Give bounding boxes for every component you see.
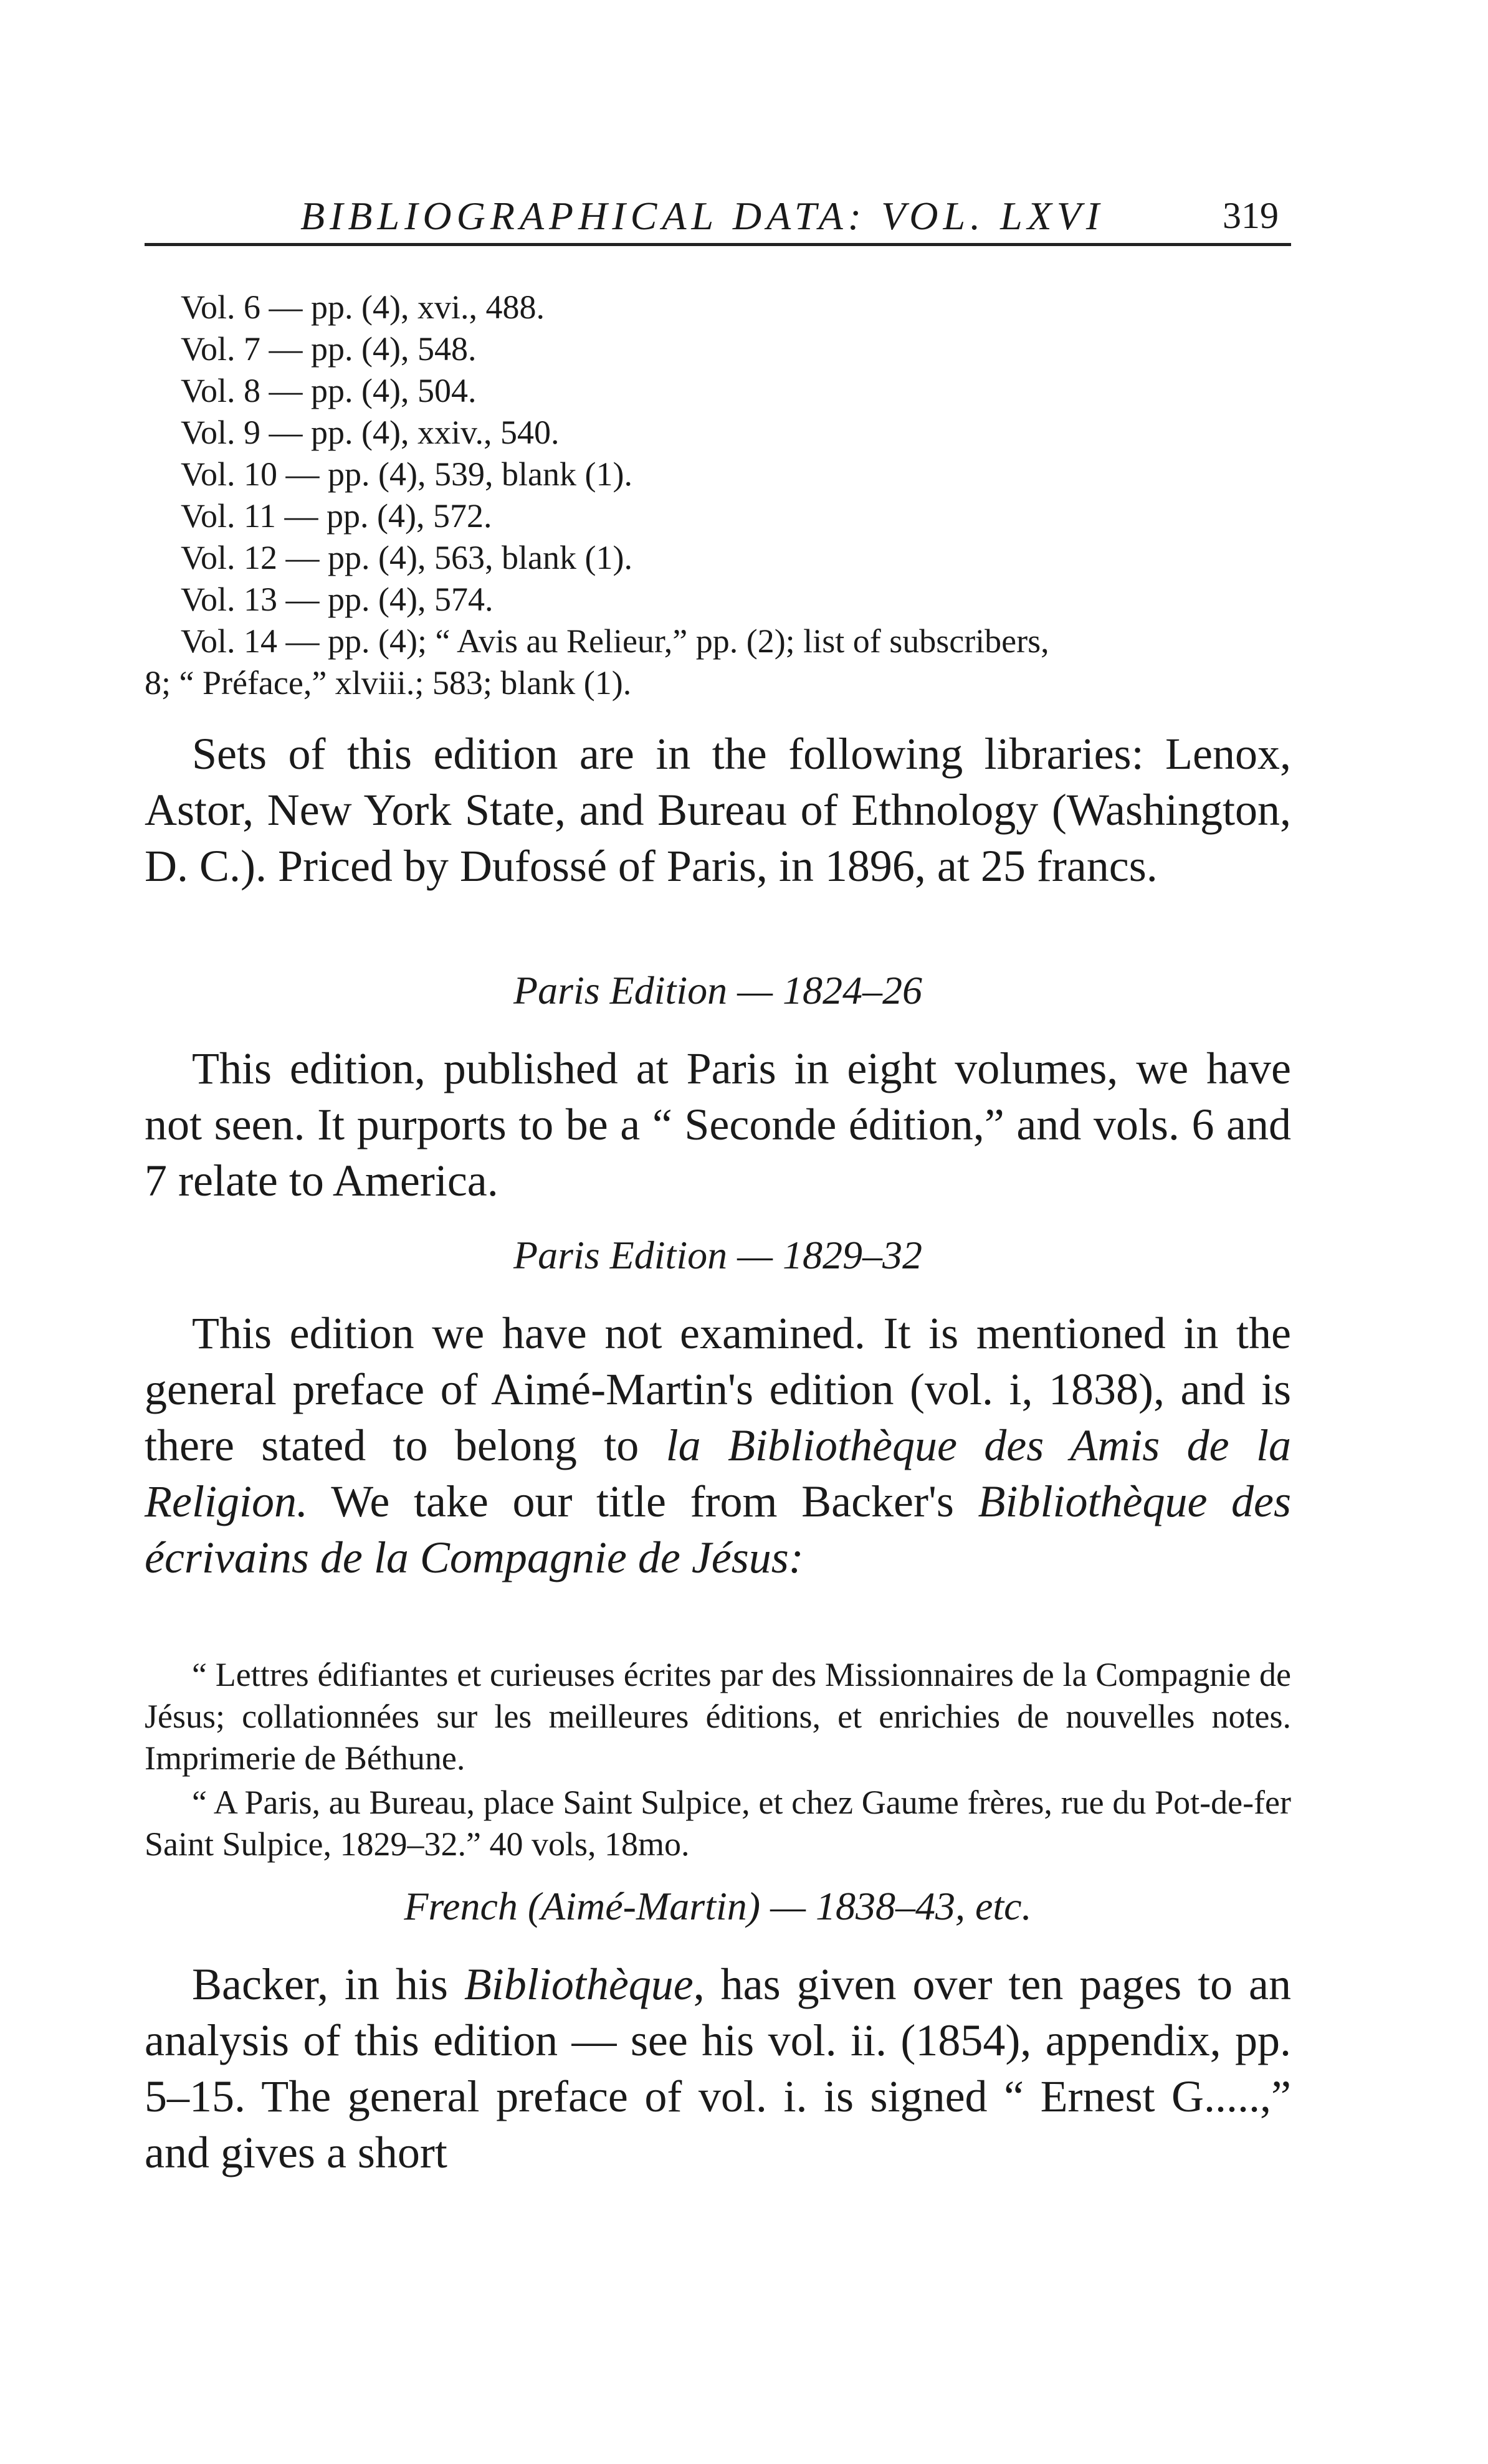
title-quotation: “ Lettres édifiantes et curieuses écrites par des Missionnaires de la Compagnie de Jésus; collationnées sur les meilleures éditions, et enrichies de nouvelles notes. Imprimerie de Béthune.	[145, 1656, 1291, 1777]
paragraph-text: This edition we have not examined. It is mentioned in the general preface of Aimé-Martin's edition (vol. i, 1838), and is there stated to belong to	[145, 1308, 1291, 1470]
paragraph-text: , has given over ten pages to an analysis of this edition — see his vol. ii. (1854), appendix, pp. 5–15. The general preface of vol. i. is signed “ Ernest G.....,” and gives a short	[145, 1959, 1292, 2177]
italic-title: Bibliothèque	[464, 1959, 694, 2009]
libraries-paragraph: Sets of this edition are in the following libraries: Lenox, Astor, New York State, and Bureau of Ethnology (Washington, D. C.). Priced by Dufossé of Paris, in 1896, at 25 francs.	[145, 729, 1291, 891]
edition-1824-paragraph: This edition, published at Paris in eight volumes, we have not seen. It purports to be a “ Seconde édition,” and vols. 6 and 7 relate to America.	[145, 1044, 1291, 1206]
volume-entry: Vol. 9 — pp. (4), xxiv., 540.	[181, 414, 560, 451]
volume-entry-continuation: 8; “ Préface,” xlviii.; 583; blank (1).	[145, 664, 632, 702]
volume-entry: Vol. 10 — pp. (4), 539, blank (1).	[181, 455, 632, 493]
running-title: BIBLIOGRAPHICAL DATA: VOL. LXVI	[300, 194, 1105, 238]
volume-entry: Vol. 14 — pp. (4); “ Avis au Relieur,” pp. (2); list of subscribers,	[181, 622, 1049, 660]
edition-1829-paragraph	[145, 1305, 1291, 1586]
imprint-quotation: “ A Paris, au Bureau, place Saint Sulpice, et chez Gaume frères, rue du Pot-de-fer Saint Sulpice, 1829–32.” 40 vols, 18mo.	[145, 1784, 1291, 1863]
italic-title: Bibliothèque des écrivains de la Compagnie de Jésus:	[145, 1477, 1291, 1582]
italic-title: la Bibliothèque des Amis de la Religion.	[145, 1420, 1291, 1526]
section-heading-1824: Paris Edition — 1824–26	[513, 968, 923, 1012]
volume-entry: Vol. 7 — pp. (4), 548.	[181, 330, 477, 368]
volume-entry: Vol. 11 — pp. (4), 572.	[181, 497, 492, 535]
volume-list	[145, 287, 1291, 704]
page-number: 319	[1223, 195, 1279, 236]
volume-entry: Vol. 12 — pp. (4), 563, blank (1).	[181, 539, 632, 576]
volume-entry: Vol. 13 — pp. (4), 574.	[181, 581, 494, 618]
volume-entry: Vol. 6 — pp. (4), xvi., 488.	[181, 288, 545, 326]
paragraph-text: We take our title from Backer's	[307, 1477, 978, 1526]
edition-1838-paragraph	[145, 1956, 1291, 2181]
paragraph-text: Backer, in his	[192, 1959, 464, 2009]
section-heading-1838: French (Aimé-Martin) — 1838–43, etc.	[404, 1884, 1032, 1928]
section-heading-1829: Paris Edition — 1829–32	[513, 1233, 923, 1277]
volume-entry: Vol. 8 — pp. (4), 504.	[181, 372, 477, 409]
page-header	[145, 187, 1291, 246]
